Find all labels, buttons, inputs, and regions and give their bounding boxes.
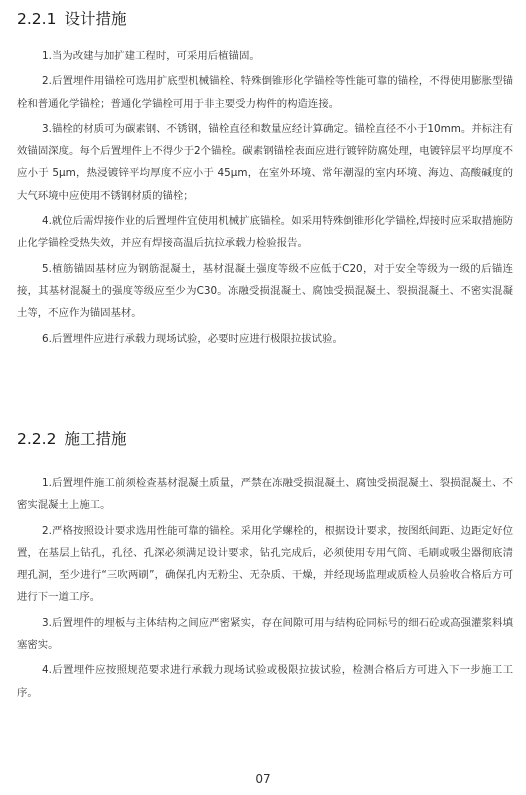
paragraph: 4.就位后需焊接作业的后置埋件宜使用机械扩底锚栓。如采用特殊倒锥形化学锚栓,焊接时应采取措施防止化学锚栓受热失效，并应有焊接高温后抗拉承载力检验报告。 bbox=[17, 215, 513, 250]
paragraph: 3.锚栓的材质可为碳素钢、不锈钢，锚栓直径和数量应经计算确定。锚栓直径不小于10mm。并标注有效锚固深度。每个后置埋件上不得少于2个锚栓。碳素钢锚栓表面应进行镀锌防腐处理，电镀锌层平均厚度不应小于 5μm，热浸镀锌平均厚度不应小于 45μm，在室外环境、常年潮湿的室内环境、海边、高酸碱度的大气环境中应使用不锈钢材质的锚栓； bbox=[17, 122, 513, 202]
section-construction-measures bbox=[17, 428, 513, 707]
section-title: 施工措施 bbox=[64, 430, 127, 448]
paragraph: 1.当为改建与加扩建工程时，可采用后植锚固。 bbox=[42, 50, 260, 62]
paragraph: 1.后置埋件施工前须检查基材混凝土质量，严禁在冻融受损混凝土、腐蚀受损混凝土、裂损混凝土、不密实混凝土上施工。 bbox=[17, 477, 513, 512]
paragraph: 2.后置埋件用锚栓可选用扩底型机械锚栓、特殊倒锥形化学锚栓等性能可靠的锚栓，不得使用膨胀型锚栓和普通化学锚栓；普通化学锚栓可用于非主要受力构件的构造连接。 bbox=[17, 75, 513, 110]
paragraph: 6.后置埋件应进行承载力现场试验，必要时应进行极限拉拔试验。 bbox=[42, 332, 343, 345]
section-design-measures bbox=[17, 8, 513, 353]
paragraph: 5.植筋锚固基材应为钢筋混凝土，基材混凝土强度等级不应低于C20，对于安全等级为一级的后锚连接，其基材混凝土的强度等级应至少为C30。冻融受损混凝土、腐蚀受损混凝土、裂损混凝土、不密实混凝土等，不应作为锚固基材。 bbox=[17, 262, 513, 320]
section-heading bbox=[17, 428, 513, 450]
section-title: 设计措施 bbox=[64, 10, 127, 28]
paragraph: 3.后置埋件的埋板与主体结构之间应严密紧实，存在间隙可用与结构砼同标号的细石砼或高强灌浆料填塞密实。 bbox=[17, 616, 513, 652]
page-number: 07 bbox=[255, 772, 271, 786]
section-number: 2.2.2 bbox=[17, 430, 57, 448]
paragraph: 2.严格按照设计要求选用性能可靠的锚栓。采用化学螺栓的，根据设计要求，按图纸间距、边距定好位置，在基层上钻孔，孔径、孔深必须满足设计要求，钻孔完成后，必须使用专用气筒、毛刷或吸尘器彻底清理孔洞，至少进行“三吹两刷”，确保孔内无粉尘、无杂质、干燥，并经现场监理或质检人员验收合格后方可进行下一道工序。 bbox=[17, 524, 513, 604]
paragraph: 4.后置埋件应按照规范要求进行承载力现场试验或极限拉拔试验，检测合格后方可进入下一步施工工序。 bbox=[17, 664, 513, 699]
section-heading bbox=[17, 8, 513, 30]
section-number: 2.2.1 bbox=[17, 10, 57, 28]
